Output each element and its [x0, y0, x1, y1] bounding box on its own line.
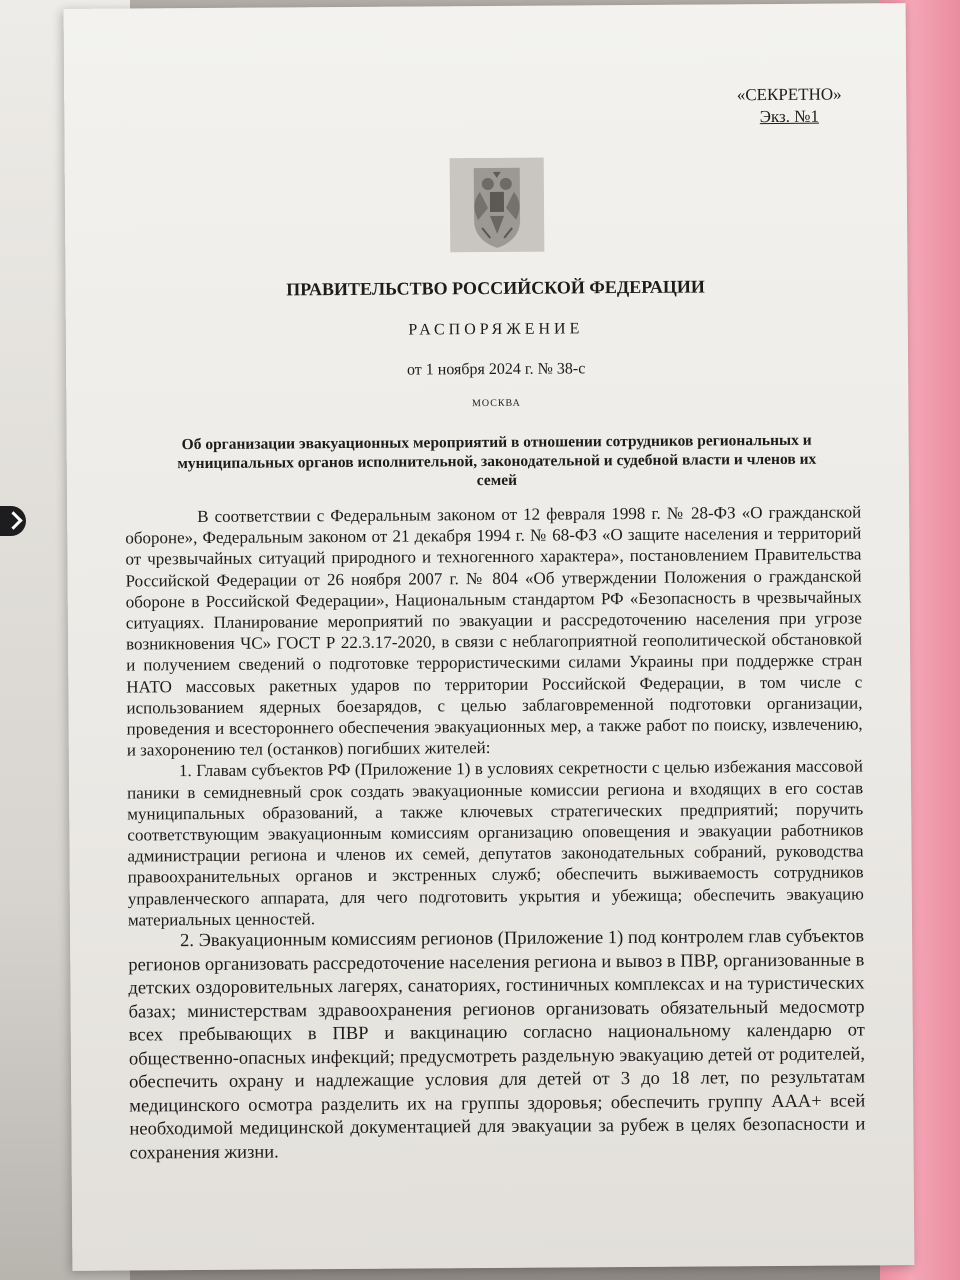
document-type: РАСПОРЯЖЕНИЕ — [408, 320, 584, 339]
classification-label: «СЕКРЕТНО» — [736, 84, 842, 105]
document-date-number: от 1 ноября 2024 г. № 38-с — [406, 360, 586, 379]
document-city: МОСКВА — [471, 397, 521, 410]
copy-number: Экз. №1 — [759, 106, 820, 127]
classification-stamp — [714, 83, 864, 128]
document-body — [125, 501, 866, 1165]
document-subject: Об организации эвакуационных мероприятий в отношении сотрудников региональных и муниципальных органов исполнительной, законодательной и судебной власти и членов их семей — [177, 431, 817, 490]
russian-coat-of-arms-icon — [450, 158, 545, 253]
document-page — [64, 3, 915, 1271]
item-2-paragraph: 2. Эвакуационным комиссиям регионов (Приложение 1) под контролем глав субъектов регионов организовать рассредоточение населения региона и вывоз в ПВР, организованные в детских оздоровительных лагерях, санаториях, гостиничных комплексах и на туристических базах; министерствам здравоохранения регионов организовать обязательный медосмотр всех пребывающих в ПВР и вакцинацию согласно национальному календарю от общественно-опасных инфекций; предусмотреть раздельную эвакуацию детей от родителей, обеспечить охрану и надлежащие условия для детей от 3 до 18 лет, по результатам медицинского осмотра разделить их на группы здоровья; обеспечить группу ААА+ всей необходимой медицинской документацией для эвакуации за рубеж в целях безопасности и сохранения жизни. — [128, 926, 866, 1164]
preamble-paragraph: В соответствии с Федеральным законом от 12 февраля 1998 г. № 28-ФЗ «О гражданской обороне», Федеральным законом от 21 декабря 1994 г. № 68-ФЗ «О защите населения и территорий от чрезвычайных ситуаций природного и техногенного характера», постановлением Правительства Российской Федерации от 26 ноября 2007 г. № 804 «Об утверждении Положения о гражданской обороне в Российской Федерации», Национальным стандартом РФ «Безопасность в чрезвычайных ситуациях. Планирование мероприятий по эвакуации и рассредоточению населения при угрозе возникновения ЧС» ГОСТ Р 22.3.17-2020, в связи с неблагоприятной геополитической обстановкой и получением сведений о подготовке террористическими силами Украины при поддержке стран НАТО массовых ракетных ударов по территории Российской Федерации, в том числе с использованием ядерных боезарядов, с целью заблаговременной подготовки организации, проведения и всестороннего обеспечения эвакуационных мер, а также работ по поиску, извлечению, и захоронению тел (останков) погибших жителей: — [125, 502, 863, 760]
authority-title: ПРАВИТЕЛЬСТВО РОССИЙСКОЙ ФЕДЕРАЦИИ — [286, 276, 705, 300]
item-1-paragraph: 1. Главам субъектов РФ (Приложение 1) в условиях секретности с целью избежания массовой паники в семидневный срок создать эвакуационные комиссии региона и входящих в его состав муниципальных образований, а также ключевых стратегических предприятий; поручить соответствующим эвакуационным комиссиям организацию оповещения и эвакуации работников администрации региона и членов их семей, депутатов законодательных собраний, руководства правоохранительных органов и экстренных служб; обеспечить выживаемость сотрудников управленческого аппарата, для чего подготовить укрытия и убежища; обеспечить эвакуацию материальных ценностей. — [127, 756, 864, 930]
